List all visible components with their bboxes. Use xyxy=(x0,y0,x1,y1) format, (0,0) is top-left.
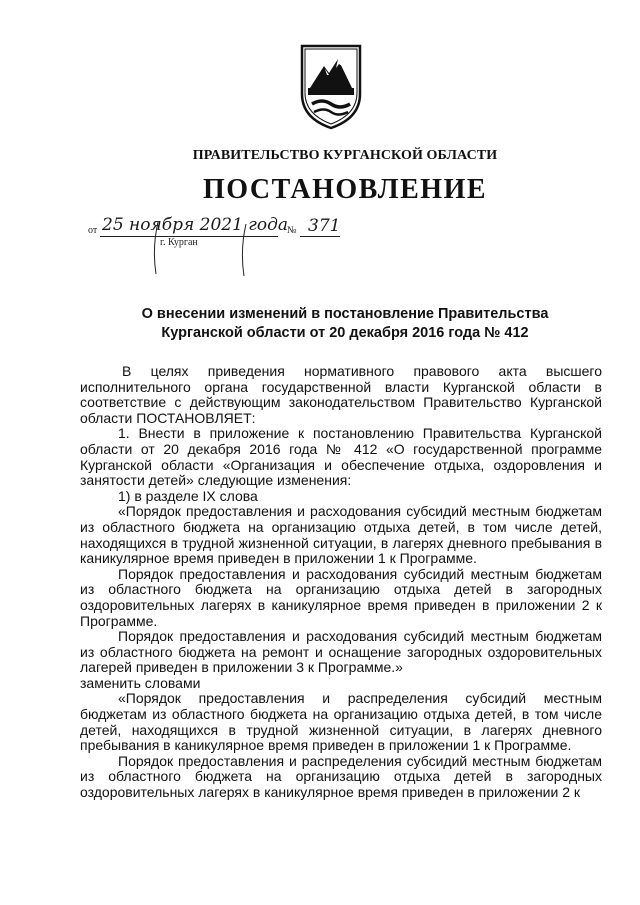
paragraph-subitem-1: 1) в разделе IX слова xyxy=(118,487,258,504)
title-line-2: Курганской области от 20 декабря 2016 года № 412 xyxy=(161,325,529,341)
document-title xyxy=(80,305,610,343)
paragraph-preamble: В целях приведения нормативного правового акта высшего исполнительного органа государственной власти Курганской области в соответствие с действующим законодательством Правительство Курганской области ПОСТАНОВЛЯЕТ: xyxy=(80,363,602,426)
paragraph-old-text-1: «Порядок предоставления и расходования субсидий местным бюджетам из областного бюджета на организацию отдыха детей, в том числе детей, находящихся в трудной жизненной ситуации, в лагерях дневного пребывания в каникулярное время приведен в приложении 1 к Программе. xyxy=(80,503,602,567)
title-line-1: О внесении изменений в постановление Правительства xyxy=(141,306,549,322)
signature-strokes-icon xyxy=(150,218,280,278)
paragraph-new-text-1: «Порядок предоставления и распределения субсидий местным бюджетам из областного бюджета на организацию отдыха детей, в том числе детей, находящихся в трудной жизненной ситуации, в лагерях дневного пребывания в каникулярное время приведен в приложении 1 к Программе. xyxy=(80,690,602,754)
paragraph-old-text-2: Порядок предоставления и расходования субсидий местным бюджетам из областного бюджета на организацию отдыха детей в загородных оздоровительных лагерях в каникулярное время приведен в приложении 2 к Программе. xyxy=(80,565,602,629)
handwritten-number: 371 xyxy=(308,216,341,236)
date-prefix: от xyxy=(88,225,98,236)
paragraph-replace-with: заменить словами xyxy=(80,674,201,691)
paragraph-old-text-3: Порядок предоставления и расходования субсидий местным бюджетам из областного бюджета на ремонт и оснащение загородных оздоровительных лагерей приведен в приложении 3 к Программе.» xyxy=(80,628,602,676)
city-label: г. Курган xyxy=(160,237,198,248)
document-type-heading: ПОСТАНОВЛЕНИЕ xyxy=(202,174,488,205)
paragraph-item-1: 1. Внести в приложение к постановлению Правительства Курганской области от 20 декабря 2016 года № 412 «О государственной программе Курганской области «Организация и обеспечение отдыха, оздоровления и занятости детей» следующие изменения: xyxy=(80,425,602,489)
government-name: ПРАВИТЕЛЬСТВО КУРГАНСКОЙ ОБЛАСТИ xyxy=(192,148,498,163)
number-underline xyxy=(300,236,340,237)
coat-of-arms-icon xyxy=(298,42,364,132)
handwritten-date: 25 ноября 2021 года xyxy=(102,215,289,235)
paragraph-new-text-2: Порядок предоставления и распределения субсидий местным бюджетам из областного бюджета на организацию отдыха детей в загородных оздоровительных лагерях в каникулярное время приведен в приложении 2 к xyxy=(80,752,602,801)
document-body xyxy=(80,364,602,801)
number-prefix: № xyxy=(287,225,297,236)
